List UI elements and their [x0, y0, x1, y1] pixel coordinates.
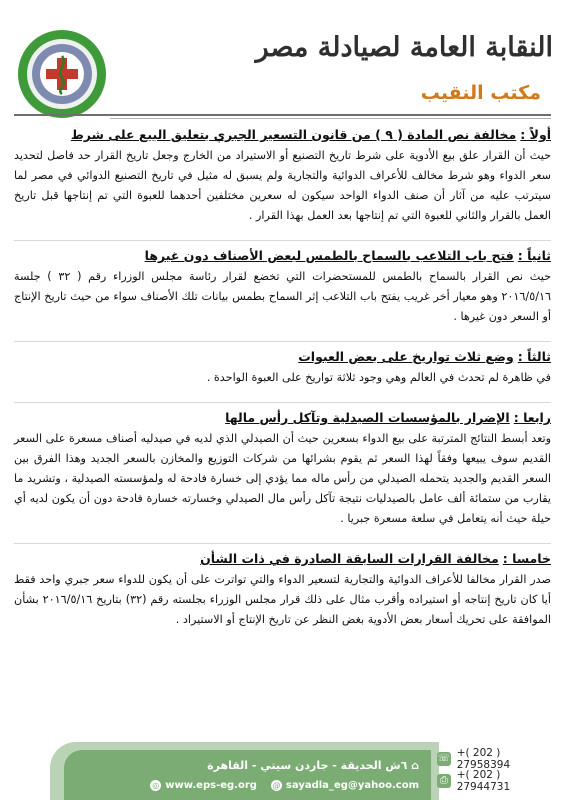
section-title: الإضرار بالمؤسسات الصيدلية وتآكل رأس مالها: [225, 410, 510, 425]
section-title: مخالفة نص المادة ( ٩ ) من قانون التسعير الجبري بتعليق البيع على شرط: [70, 127, 517, 142]
fax-number: +( 202 ) 27944731: [456, 769, 511, 793]
mail-icon: @: [272, 781, 281, 790]
footer-address: [207, 759, 419, 772]
footer-phones: [437, 748, 555, 792]
phone-row: [437, 748, 555, 770]
website-link[interactable]: [150, 780, 257, 791]
section-heading: [14, 124, 551, 146]
email-link[interactable]: [271, 780, 419, 791]
footer-band: [64, 750, 431, 800]
phone-icon: ☏: [437, 753, 451, 764]
section-fourth: [14, 407, 551, 529]
letter-body: [14, 124, 551, 722]
section-first: [14, 124, 551, 226]
office-title: مكتب النقيب: [420, 82, 541, 104]
section-divider: [14, 240, 551, 241]
website-text: www.eps-eg.org: [165, 780, 257, 791]
section-paragraph: وتعد أبسط النتائج المترتبة على بيع الدواء بسعرين حيث أن الصيدلي الذي لديه في صيدليه أصناف مسعرة على السعر القديم سوف يبيعها وفقاً لهذا السعر ثم يقوم بشرائها من شركات التوزيع والمخازن بالسعر الجديد وهذا الفرق بين السعر القديم والجديد يتحمله الصيدلي من رأس ماله مما يؤدي إلى خسارة فادحة له ولمؤسسته الصيدلية ، وتشريد ما يقارب من ستمائة ألف عامل بالصيدليات نتيجة تآكل رأس مال الصيدلي وخسارته خسارة فادحة دون أن يكون لديه أي حيلة حيث أنه يتعامل في سلعة مسعرة جبريا .: [14, 432, 551, 525]
home-icon: ⌂: [407, 759, 419, 772]
address-text: ٦ش الحديقة - جاردن سيتي - القاهرة: [207, 759, 408, 772]
organization-title: النقابة العامة لصيادلة مصر: [255, 32, 553, 63]
section-ordinal: ثالثاً :: [517, 349, 551, 364]
section-paragraph: حيث نص القرار بالسماح بالطمس للمستحضرات التي تخضع لقرار رئاسة مجلس الوزراء رقم ( ٣٢ ) جلسة ٢٠١٦/٥/١٦ وهو معيار أخر غريب يفتح باب التلاعب إثر السماح بطمس بيانات تلك الأصناف سواء من حيث تاريخ الإنتاج أو السعر دون غيرها .: [14, 270, 552, 323]
section-title: مخالفة القرارات السابقة الصادرة في ذات الشأن: [200, 551, 499, 566]
section-paragraph: حيث أن القرار علق بيع الأدوية على شرط تاريخ التصنيع أو الاستيراد من الخارج وجعل تاريخ القرار حد فاصل لتحديد سعر الدواء وهو شرط مخالف للأعراف الدوائية والتجارية ولم يسبق له مثيل في تاريخ التصنيع الدوائي في مصر لما سيترتب عليه من آثار أن صنف الدواء الواحد سيكون له سعرين مختلفين أحدهما للعبوة التي تم إنتاجها قبل تاريخ العمل بالقرار والثاني للعبوة التي تم إنتاجها بعد العمل بهذا القرار .: [14, 149, 551, 222]
section-paragraph: صدر القرار مخالفا للأعراف الدوائية والتجارية لتسعير الدواء والتي تواترت على أن يكون للدواء سعر جبري واحد فقط أيا كان تاريخ إنتاجه أو استيراده وأقرب مثال على ذلك قرار مجلس الوزراء بجلسته رقم (٣٢) بتاريخ ٢٠١٦/٥/١٦ بشأن الموافقة على تحريك أسعار بعض الأدوية بغض النظر عن تاريخ الإنتاج أو الاستيراد .: [14, 573, 551, 626]
fax-row: [437, 770, 555, 792]
section-second: [14, 245, 551, 327]
syndicate-logo: [16, 28, 108, 120]
section-ordinal: أولاً :: [520, 127, 551, 142]
fax-icon: ⎙: [437, 774, 451, 788]
section-ordinal: خامسا :: [502, 551, 551, 566]
header-divider-thin: [110, 118, 551, 119]
header-divider: [14, 114, 551, 116]
section-divider: [14, 402, 551, 403]
phone-number: +( 202 ) 27958394: [456, 747, 511, 771]
section-divider: [14, 543, 551, 544]
section-heading: [14, 407, 551, 429]
section-heading: [14, 346, 551, 368]
section-divider: [14, 341, 551, 342]
letter-footer: [0, 726, 565, 800]
footer-contacts: [150, 780, 419, 791]
section-heading: [14, 245, 551, 267]
section-ordinal: ثانياً :: [517, 248, 551, 263]
section-paragraph: في ظاهرة لم تحدث في العالم وهي وجود ثلاثة تواريخ على العبوة الواحدة .: [206, 371, 551, 384]
section-title: فتح باب التلاعب بالسماح بالطمس لبعض الأصناف دون غيرها: [144, 248, 514, 263]
email-text: sayadla_eg@yahoo.com: [285, 780, 419, 791]
globe-icon: ◎: [150, 780, 161, 791]
seal-icon: [16, 28, 108, 120]
section-title: وضع ثلاث تواريخ على بعض العبوات: [298, 349, 514, 364]
section-heading: [14, 548, 551, 570]
section-fifth: [14, 548, 551, 630]
section-ordinal: رابعا :: [513, 410, 551, 425]
section-third: [14, 346, 551, 388]
